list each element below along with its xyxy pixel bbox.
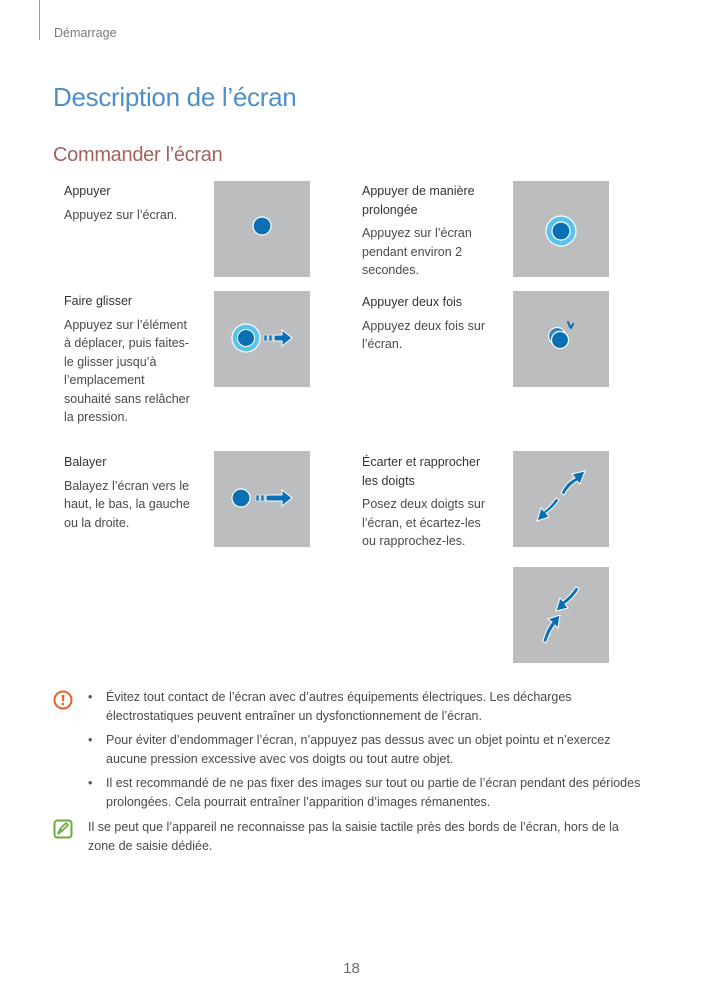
note-icon [53, 819, 73, 839]
gesture-description: Appuyez sur l’écran pendant environ 2 secondes. [362, 226, 472, 277]
tap-gesture-icon [214, 181, 310, 277]
swipe-gesture-icon [214, 451, 310, 547]
gesture-title: Appuyer de manière prolongée [362, 184, 475, 217]
caution-item: • Évitez tout contact de l’écran avec d’autres équipements électriques. Les décharges électrostatiques peuvent entraîner un dysfonctionnement de l’écran. [88, 688, 648, 725]
gesture-title: Écarter et rapprocher les doigts [362, 455, 481, 488]
pinch-gesture-icon [513, 567, 609, 663]
caution-icon [53, 690, 73, 710]
gesture-long-press [362, 182, 492, 280]
gesture-pinch [362, 453, 492, 551]
gesture-title: Balayer [64, 455, 107, 469]
gesture-title: Faire glisser [64, 294, 133, 308]
drag-gesture-icon [214, 291, 310, 387]
note-text: Il se peut que l’appareil ne reconnaisse pas la saisie tactile près des bords de l’écran, hors de la zone de saisie dédiée. [88, 820, 619, 853]
gesture-drag [64, 292, 194, 427]
page-number: 18 [343, 960, 360, 977]
gesture-description: Posez deux doigts sur l’écran, et écartez-les ou rapprochez-les. [362, 497, 485, 548]
double-tap-gesture-icon [513, 291, 609, 387]
gesture-description: Appuyez sur l’élément à déplacer, puis faites-le glisser jusqu’à l’emplacement souhaité sans relâcher la pression. [64, 317, 190, 424]
gesture-title: Appuyer [64, 184, 111, 198]
page-title: Description de l’écran [53, 82, 297, 112]
caution-list [88, 688, 648, 817]
caution-item: • Pour éviter d’endommager l’écran, n’appuyez pas dessus avec un objet pointu et n’exercez aucune pression excessive avec vos doigts ou tout autre objet. [88, 731, 648, 768]
gesture-description: Appuyez sur l’écran. [64, 207, 178, 222]
caution-item: • Il est recommandé de ne pas fixer des images sur tout ou partie de l’écran pendant des périodes prolongées. Cela pourrait entraîner l’apparition d’images rémanentes. [88, 774, 648, 811]
spread-gesture-icon [513, 451, 609, 547]
breadcrumb: Démarrage [54, 26, 117, 40]
gesture-description: Balayez l’écran vers le haut, le bas, la gauche ou la droite. [64, 478, 190, 530]
gesture-swipe [64, 453, 194, 532]
margin-rule [39, 0, 40, 40]
gesture-title: Appuyer deux fois [362, 295, 463, 309]
gesture-tap [64, 182, 194, 224]
gesture-description: Appuyez deux fois sur l’écran. [362, 318, 485, 351]
section-title: Commander l’écran [53, 144, 223, 166]
long-press-gesture-icon [513, 181, 609, 277]
gesture-double-tap [362, 293, 492, 354]
